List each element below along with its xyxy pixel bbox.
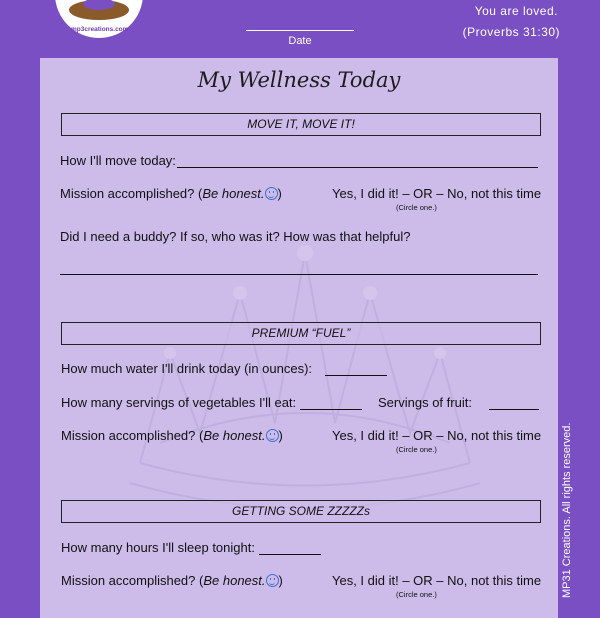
logo-text: mp3creations.com [71,26,129,33]
veg-answer-line[interactable] [300,409,362,410]
water-prompt: How much water I'll drink today (in ounces): [61,361,313,376]
be-honest-text: Be honest. [203,428,266,443]
mission-label: Mission accomplished? ( [61,428,204,443]
mission-label: Mission accomplished? ( [60,186,203,201]
water-answer-line[interactable] [325,375,387,376]
mission-close: ) [278,573,283,588]
logo [55,0,145,42]
section-heading-move: MOVE IT, MOVE IT! [61,113,541,136]
circle-note-3: (Circle one.) [396,590,437,599]
worksheet [40,58,558,618]
mission-options-1[interactable]: Yes, I did it! – OR – No, not this time [332,186,542,201]
mission-label: Mission accomplished? ( [61,573,204,588]
date-line [246,30,354,31]
verse-line-2: (Proverbs 31:30) [462,25,560,39]
mission-line-2 [61,428,283,443]
mission-line-1 [60,186,282,201]
be-honest-text: Be honest. [202,186,265,201]
copyright-side-text: MP31 Creations. All rights reserved. [561,422,573,598]
mission-close: ) [277,186,282,201]
mission-line-3 [61,573,283,588]
verse-line-1: You are loved. [474,4,558,18]
move-prompt: How I'll move today: [60,153,176,168]
page-title: My Wellness Today [197,68,401,92]
be-honest-text: Be honest. [203,573,266,588]
smiley-icon [266,429,279,442]
fruit-answer-line[interactable] [489,409,539,410]
buddy-prompt: Did I need a buddy? If so, who was it? How was that helpful? [60,229,411,244]
section-heading-fuel: PREMIUM “FUEL” [61,322,541,345]
veg-prompt: How many servings of vegetables I'll eat: [61,395,297,410]
mission-close: ) [278,428,283,443]
section-heading-sleep: GETTING SOME ZZZZZs [61,500,541,523]
sleep-answer-line[interactable] [259,554,321,555]
circle-note-1: (Circle one.) [396,203,437,212]
smiley-icon [266,574,279,587]
logo-figure-icon [55,0,143,26]
move-answer-line[interactable] [177,167,538,168]
buddy-answer-line[interactable] [60,274,538,275]
fruit-prompt: Servings of fruit: [378,395,472,410]
crown-watermark-icon [100,233,510,533]
circle-note-2: (Circle one.) [396,445,437,454]
sleep-prompt: How many hours I'll sleep tonight: [61,540,255,555]
mission-options-2[interactable]: Yes, I did it! – OR – No, not this time [332,428,542,443]
date-label: Date [288,35,312,47]
mission-options-3[interactable]: Yes, I did it! – OR – No, not this time [332,573,542,588]
smiley-icon [265,187,278,200]
